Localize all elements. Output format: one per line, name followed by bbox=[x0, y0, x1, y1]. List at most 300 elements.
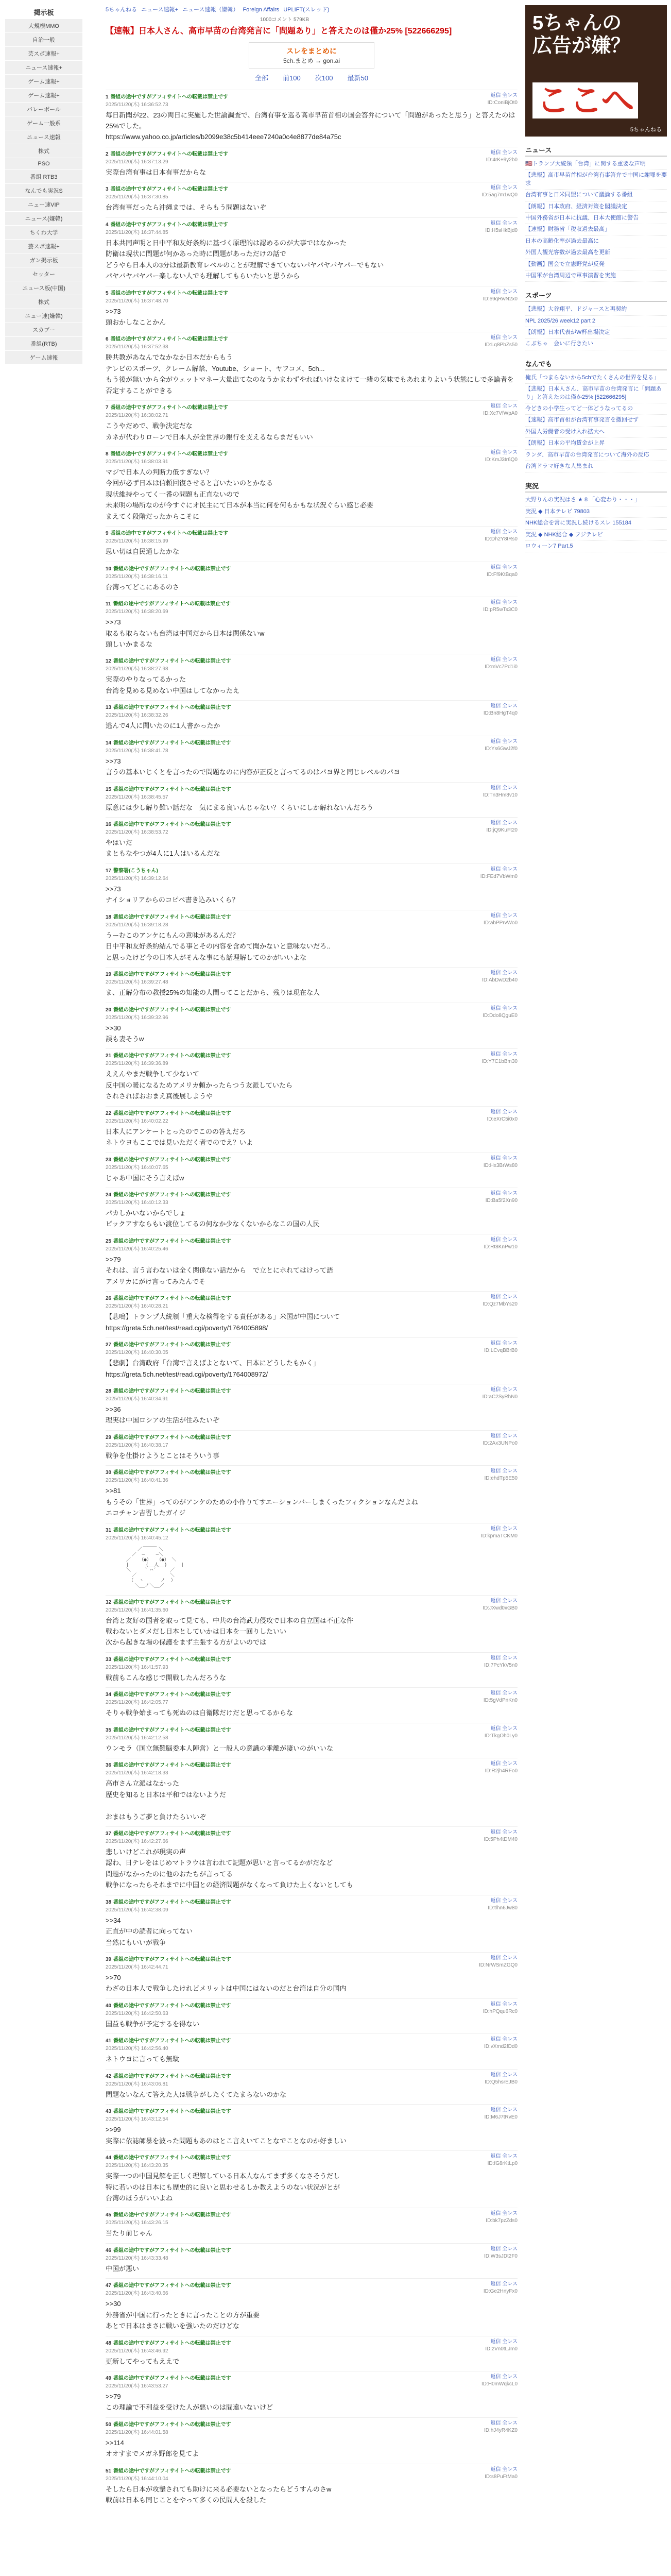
thread-title: 【速報】日本人さん、高市早苗の台湾発言に「問題あり」と答えたのは僅か25% [522666295] bbox=[106, 27, 452, 36]
post-id: ID:Qz7MbYs20 bbox=[483, 1301, 518, 1308]
sidebar-thread-link[interactable]: NPL 2025/26 week12 part 2 bbox=[525, 316, 667, 327]
post-actions bbox=[483, 2001, 518, 2015]
all-res-link[interactable]: 全レス bbox=[502, 1897, 518, 1904]
post-id: ID:Ba5f2Xn90 bbox=[485, 1198, 518, 1204]
post bbox=[106, 1234, 518, 1291]
sidebar-board-link[interactable]: PSO bbox=[5, 158, 82, 170]
all-res-link[interactable]: 全レス bbox=[502, 529, 518, 535]
reply-link[interactable]: 返信 bbox=[490, 335, 501, 341]
reply-link[interactable]: 返信 bbox=[490, 1468, 501, 1475]
post-date: 2025/11/20(木) 16:38:03.91 bbox=[106, 459, 168, 465]
sidebar-thread-link[interactable]: 外国人労働者の受け入れ拡大へ bbox=[525, 427, 667, 438]
sidebar-board-link[interactable]: ちくわ大学 bbox=[5, 226, 82, 240]
post-number[interactable]: 51 bbox=[106, 2468, 112, 2474]
all-res-link[interactable]: 全レス bbox=[502, 1598, 518, 1604]
all-res-link[interactable]: 全レス bbox=[502, 1191, 518, 1197]
post-id: ID:Rt8KnPw10 bbox=[484, 1244, 518, 1250]
post-number[interactable]: 42 bbox=[106, 2073, 112, 2079]
reply-link[interactable]: 返信 bbox=[490, 403, 501, 410]
sidebar bbox=[5, 5, 82, 365]
sidebar-board-link[interactable]: ニュース速報+ bbox=[5, 61, 82, 75]
reply-link[interactable]: 返信 bbox=[490, 1433, 501, 1439]
reply-link[interactable]: 返信 bbox=[490, 220, 501, 226]
sidebar-thread-link[interactable]: 中国外務省が日本に抗議、日本大使館に警告 bbox=[525, 213, 667, 224]
sidebar-thread-link[interactable]: 【動画】国会で立憲野党が反発 bbox=[525, 259, 667, 270]
thread-nav-link[interactable]: 最新50 bbox=[347, 74, 368, 82]
reply-link[interactable]: 返信 bbox=[490, 2154, 501, 2160]
post-author: 番組の途中ですがアフィサイトへの転載は禁止です bbox=[113, 2109, 231, 2115]
sidebar-thread-link[interactable]: 【速報】財務省「税収過去最高」 bbox=[525, 224, 667, 235]
all-res-link[interactable]: 全レス bbox=[502, 820, 518, 826]
sidebar-board-link[interactable]: ゲーム一般系 bbox=[5, 116, 82, 130]
reply-link[interactable]: 返信 bbox=[490, 2037, 501, 2043]
thread-nav-link[interactable]: 前100 bbox=[283, 74, 301, 82]
all-res-link[interactable]: 全レス bbox=[502, 970, 518, 976]
sidebar-thread-link[interactable]: 【朗報】日本代表がW杯出場決定 bbox=[525, 327, 667, 338]
post-actions bbox=[483, 599, 518, 614]
all-res-link[interactable]: 全レス bbox=[502, 1725, 518, 1732]
post-number[interactable]: 21 bbox=[106, 1053, 112, 1059]
breadcrumb-link[interactable]: UPLIFT(スレッド) bbox=[283, 7, 330, 13]
post-number[interactable]: 33 bbox=[106, 1656, 112, 1663]
post-number[interactable]: 25 bbox=[106, 1238, 112, 1244]
sidebar-thread-link[interactable]: 今どきの小学生ってど一体どうなってるの bbox=[525, 403, 667, 415]
all-res-link[interactable]: 全レス bbox=[502, 1386, 518, 1393]
post-id: ID:Hx3BrWs80 bbox=[483, 1162, 518, 1168]
sidebar-board-link[interactable]: ニュース速報 bbox=[5, 130, 82, 144]
post-id: ID:tlhn6Jw80 bbox=[488, 1905, 518, 1911]
all-res-link[interactable]: 全レス bbox=[502, 92, 518, 98]
reply-link[interactable]: 返信 bbox=[490, 1897, 501, 1904]
post-date: 2025/11/20(木) 16:42:05.77 bbox=[106, 1700, 168, 1706]
reply-link[interactable]: 返信 bbox=[490, 1386, 501, 1393]
sidebar-thread-link[interactable]: 俺氏「つまらないから5chでたくさんの世界を見る」 bbox=[525, 372, 667, 384]
post-date: 2025/11/20(木) 16:40:38.17 bbox=[106, 1442, 168, 1448]
post-header bbox=[106, 912, 518, 920]
reply-link[interactable]: 返信 bbox=[490, 1294, 501, 1300]
sidebar-board-link[interactable]: ニュー速VIP bbox=[5, 198, 82, 212]
post-header bbox=[106, 1386, 518, 1394]
all-res-link[interactable]: 全レス bbox=[502, 564, 518, 570]
post-actions bbox=[488, 2153, 518, 2167]
all-res-link[interactable]: 全レス bbox=[502, 2246, 518, 2252]
post-header bbox=[106, 1760, 518, 1768]
post-number[interactable]: 2 bbox=[106, 151, 109, 157]
post-date: 2025/11/20(木) 16:42:18.33 bbox=[106, 1770, 168, 1776]
all-res-link[interactable]: 全レス bbox=[502, 1761, 518, 1767]
post-number[interactable]: 48 bbox=[106, 2340, 112, 2346]
all-res-link[interactable]: 全レス bbox=[502, 289, 518, 295]
all-res-link[interactable]: 全レス bbox=[502, 2211, 518, 2217]
sidebar-board-link[interactable]: ニュー速(嫌韓) bbox=[5, 309, 82, 323]
post-number[interactable]: 50 bbox=[106, 2421, 112, 2428]
reply-link[interactable]: 返信 bbox=[490, 1191, 501, 1197]
post-header bbox=[106, 2374, 518, 2381]
post bbox=[106, 1003, 518, 1049]
post-number[interactable]: 44 bbox=[106, 2155, 112, 2161]
post-body: マジで日本人の判断力低すぎない？ 今回が必ず日本は信頼回復させると言いたいのとかなる 現状維持やってく一番の問題も正直ないので 未来明の場所なのが今すぐにオ民主にて日本が本当に何を何もかもな状況ぐらい感じ必要 まえてく段階だったからこそに bbox=[106, 468, 374, 520]
all-res-link[interactable]: 全レス bbox=[502, 1109, 518, 1115]
post-number[interactable]: 32 bbox=[106, 1599, 112, 1605]
post-author: 番組の途中ですがアフィサイトへの転載は禁止です bbox=[110, 187, 229, 193]
post-header bbox=[106, 184, 518, 192]
sidebar-board-link[interactable]: 自治一般 bbox=[5, 33, 82, 47]
post-body: 戦前もこんな感じで開戦したんだろうな bbox=[106, 1673, 227, 1682]
reply-link[interactable]: 返信 bbox=[490, 1155, 501, 1161]
all-res-link[interactable]: 全レス bbox=[502, 220, 518, 226]
sidebar-board-link[interactable]: 芸スポ速報+ bbox=[5, 240, 82, 253]
sidebar-thread-link[interactable]: 実況 ◆ NHK総合 ◆ フジテレビ bbox=[525, 530, 667, 541]
sidebar-thread-link[interactable]: 中国軍が台湾周辺で軍事演習を実施 bbox=[525, 270, 667, 282]
reply-link[interactable]: 返信 bbox=[490, 866, 501, 872]
post-number[interactable]: 3 bbox=[106, 187, 109, 193]
post-actions bbox=[486, 820, 518, 834]
post-author: 番組の途中ですがアフィサイトへの転載は禁止です bbox=[113, 1727, 231, 1733]
reply-link[interactable]: 返信 bbox=[490, 2338, 501, 2345]
reply-link[interactable]: 返信 bbox=[490, 1690, 501, 1697]
post-number[interactable]: 29 bbox=[106, 1434, 112, 1440]
all-res-link[interactable]: 全レス bbox=[502, 1433, 518, 1439]
post-number[interactable]: 35 bbox=[106, 1727, 112, 1733]
post-number[interactable]: 31 bbox=[106, 1527, 112, 1533]
post-id: ID:zVn0tLJm0 bbox=[485, 2346, 518, 2352]
post-number[interactable]: 12 bbox=[106, 658, 112, 665]
sidebar-thread-link[interactable]: 実況 ◆ 日本テレビ 79803 bbox=[525, 506, 667, 518]
post-number[interactable]: 14 bbox=[106, 740, 112, 746]
breadcrumb-link[interactable]: 5ちゃんねる bbox=[106, 7, 137, 13]
post-number[interactable]: 10 bbox=[106, 566, 112, 572]
post-header bbox=[106, 1155, 518, 1163]
all-res-link[interactable]: 全レス bbox=[502, 403, 518, 410]
post-number[interactable]: 4 bbox=[106, 222, 109, 228]
post-id: ID:ConiBjOt0 bbox=[487, 99, 518, 106]
all-res-link[interactable]: 全レス bbox=[502, 1052, 518, 1058]
post-number[interactable]: 28 bbox=[106, 1388, 112, 1394]
post-actions bbox=[485, 2072, 518, 2086]
post-header bbox=[106, 529, 518, 536]
post-number[interactable]: 39 bbox=[106, 1957, 112, 1963]
post-number[interactable]: 13 bbox=[106, 705, 112, 711]
post-actions bbox=[484, 2246, 518, 2260]
post-date: 2025/11/20(木) 16:38:27.98 bbox=[106, 666, 168, 672]
all-res-link[interactable]: 全レス bbox=[502, 1526, 518, 1532]
post-number[interactable]: 38 bbox=[106, 1899, 112, 1905]
thread-nav-link[interactable]: 全部 bbox=[255, 74, 269, 82]
post-actions bbox=[483, 289, 518, 303]
post-number[interactable]: 20 bbox=[106, 1007, 112, 1013]
all-res-link[interactable]: 全レス bbox=[502, 912, 518, 919]
reply-link[interactable]: 返信 bbox=[490, 564, 501, 570]
sidebar-thread-link[interactable]: 【朗報】日本政府、経済対策を閣議決定 bbox=[525, 201, 667, 213]
post-number[interactable]: 46 bbox=[106, 2247, 112, 2253]
reply-link[interactable]: 返信 bbox=[490, 2246, 501, 2252]
sidebar-board-link[interactable]: 株式 bbox=[5, 295, 82, 309]
post-number[interactable]: 19 bbox=[106, 972, 112, 978]
reply-link[interactable]: 返信 bbox=[490, 1236, 501, 1243]
reply-link[interactable]: 返信 bbox=[490, 2107, 501, 2113]
sidebar-thread-link[interactable]: ロウィーン7 Part.5 bbox=[525, 541, 667, 552]
all-res-link[interactable]: 全レス bbox=[502, 1955, 518, 1961]
reply-link[interactable]: 返信 bbox=[490, 1725, 501, 1732]
post bbox=[106, 1188, 518, 1234]
post-author: 番組の途中ですがアフィサイトへの転載は禁止です bbox=[110, 94, 229, 100]
reply-link[interactable]: 返信 bbox=[490, 1341, 501, 1347]
post-number[interactable]: 47 bbox=[106, 2283, 112, 2289]
post-number[interactable]: 9 bbox=[106, 531, 109, 537]
post-header bbox=[106, 1109, 518, 1116]
reply-link[interactable]: 返信 bbox=[490, 2374, 501, 2380]
sidebar-thread-link[interactable]: 【速報】高市首相が台湾有事発言を撤回せず bbox=[525, 415, 667, 426]
all-res-link[interactable]: 全レス bbox=[502, 2374, 518, 2380]
sidebar-board-link[interactable]: 大規模MMO bbox=[5, 19, 82, 33]
all-res-link[interactable]: 全レス bbox=[502, 2072, 518, 2078]
sidebar-board-link[interactable]: 芸スポ速報+ bbox=[5, 47, 82, 61]
post-list bbox=[106, 90, 518, 2510]
all-res-link[interactable]: 全レス bbox=[502, 1341, 518, 1347]
reply-link[interactable]: 返信 bbox=[490, 1761, 501, 1767]
sidebar-board-link[interactable]: スカブー bbox=[5, 323, 82, 337]
all-res-link[interactable]: 全レス bbox=[502, 450, 518, 456]
sidebar-thread-link[interactable]: NHK総合を常に実況し続けるスレ 155184 bbox=[525, 518, 667, 529]
reply-link[interactable]: 返信 bbox=[490, 1655, 501, 1661]
all-res-link[interactable]: 全レス bbox=[502, 2281, 518, 2287]
sidebar-thread-link[interactable]: 【悲報】大谷翔平、ドジャースと再契約 bbox=[525, 304, 667, 315]
post-number[interactable]: 27 bbox=[106, 1342, 112, 1348]
all-res-link[interactable]: 全レス bbox=[502, 1655, 518, 1661]
sidebar-thread-link[interactable]: 大野りんの実況はさ ★ 8 「心変わり・・・」 bbox=[525, 495, 667, 506]
all-res-link[interactable]: 全レス bbox=[502, 657, 518, 663]
post-number[interactable]: 5 bbox=[106, 290, 109, 296]
all-res-link[interactable]: 全レス bbox=[502, 185, 518, 191]
sidebar-thread-link[interactable]: 外国人観光客数が過去最高を更新 bbox=[525, 247, 667, 259]
post-header bbox=[106, 2338, 518, 2346]
all-res-link[interactable]: 全レス bbox=[502, 1829, 518, 1835]
post-number[interactable]: 16 bbox=[106, 822, 112, 828]
post-number[interactable]: 45 bbox=[106, 2212, 112, 2218]
sidebar-board-link[interactable]: ゲーム速報+ bbox=[5, 75, 82, 89]
post-header bbox=[106, 334, 518, 342]
sidebar-board-link[interactable]: バレーボール bbox=[5, 103, 82, 116]
all-res-link[interactable]: 全レス bbox=[502, 1468, 518, 1475]
post-actions bbox=[484, 1340, 518, 1354]
reply-link[interactable]: 返信 bbox=[490, 1052, 501, 1058]
thread-nav-link[interactable]: 次100 bbox=[315, 74, 333, 82]
reply-link[interactable]: 返信 bbox=[490, 1955, 501, 1961]
post-id: ID:kpmaTCKM0 bbox=[480, 1533, 518, 1539]
all-res-link[interactable]: 全レス bbox=[502, 600, 518, 606]
reply-link[interactable]: 返信 bbox=[490, 785, 501, 791]
reply-link[interactable]: 返信 bbox=[490, 1526, 501, 1532]
post-number[interactable]: 23 bbox=[106, 1157, 112, 1163]
reply-link[interactable]: 返信 bbox=[490, 1829, 501, 1835]
post bbox=[106, 2464, 518, 2510]
all-res-link[interactable]: 全レス bbox=[502, 2037, 518, 2043]
sidebar-thread-link[interactable]: こぶちゃ 会いに行きたい bbox=[525, 338, 667, 350]
reply-link[interactable]: 返信 bbox=[490, 600, 501, 606]
all-res-link[interactable]: 全レス bbox=[502, 2107, 518, 2113]
post-actions bbox=[481, 2374, 518, 2388]
all-res-link[interactable]: 全レス bbox=[502, 1236, 518, 1243]
sidebar-board-link[interactable]: 番組 RTB3 bbox=[5, 170, 82, 184]
post bbox=[106, 1291, 518, 1337]
reply-link[interactable]: 返信 bbox=[490, 2211, 501, 2217]
sidebar-board-link[interactable]: なんでも実況S bbox=[5, 184, 82, 198]
post-date: 2025/11/20(木) 16:41:35.60 bbox=[106, 1607, 168, 1613]
post-number[interactable]: 17 bbox=[106, 868, 112, 874]
reply-link[interactable]: 返信 bbox=[490, 703, 501, 709]
post bbox=[106, 1595, 518, 1652]
post-header bbox=[106, 149, 518, 157]
post-actions bbox=[484, 912, 518, 927]
all-res-link[interactable]: 全レス bbox=[502, 1294, 518, 1300]
post-number[interactable]: 36 bbox=[106, 1762, 112, 1769]
sidebar-thread-link[interactable]: ランダ、高市早苗の台湾発言について海外の反応 bbox=[525, 450, 667, 461]
sidebar-board-link[interactable]: ゲーム速報+ bbox=[5, 89, 82, 103]
sidebar-thread-link[interactable]: 🇺🇸トランプ大統領「台湾」に関する重要な声明 bbox=[525, 159, 667, 170]
all-res-link[interactable]: 全レス bbox=[502, 2154, 518, 2160]
post bbox=[106, 1048, 518, 1106]
sidebar-board-link[interactable]: セッター bbox=[5, 267, 82, 281]
post-author: 番組の途中ですがアフィサイトへの転載は禁止です bbox=[110, 336, 229, 343]
post-author: 番組の途中ですがアフィサイトへの転載は禁止です bbox=[113, 658, 231, 665]
post-number[interactable]: 7 bbox=[106, 405, 109, 411]
all-res-link[interactable]: 全レス bbox=[502, 1005, 518, 1011]
post-header bbox=[106, 1294, 518, 1301]
post-body: >>34 正直が中の読者に向ってない 当然にもいいが戦争 bbox=[106, 1916, 193, 1946]
post-author: 番組の途中ですがアフィサイトへの転載は禁止です bbox=[113, 2212, 231, 2218]
post-number[interactable]: 37 bbox=[106, 1831, 112, 1837]
reply-link[interactable]: 返信 bbox=[490, 149, 501, 156]
post-actions bbox=[485, 2466, 518, 2481]
post-number[interactable]: 22 bbox=[106, 1110, 112, 1116]
all-res-link[interactable]: 全レス bbox=[502, 738, 518, 744]
all-res-link[interactable]: 全レス bbox=[502, 2338, 518, 2345]
reply-link[interactable]: 返信 bbox=[490, 738, 501, 744]
post-date: 2025/11/20(木) 16:39:36.89 bbox=[106, 1061, 168, 1067]
reply-link[interactable]: 返信 bbox=[490, 820, 501, 826]
post-actions bbox=[488, 1897, 518, 1912]
all-res-link[interactable]: 全レス bbox=[502, 1690, 518, 1697]
breadcrumb-link[interactable]: ニュース速報（嫌韓） bbox=[182, 7, 239, 13]
sidebar-thread-link[interactable]: 【悲報】高市早苗首相が台湾有事答弁で中国に謝罪を要求 bbox=[525, 170, 667, 190]
sidebar-thread-link[interactable]: 【朗報】日本の平均賃金が上昇 bbox=[525, 438, 667, 449]
post-date: 2025/11/20(木) 16:44:10.04 bbox=[106, 2476, 168, 2482]
reply-link[interactable]: 返信 bbox=[490, 657, 501, 663]
sidebar-board-link[interactable]: ゲーム速報 bbox=[5, 351, 82, 365]
post-actions bbox=[483, 1598, 518, 1612]
reply-link[interactable]: 返信 bbox=[490, 2466, 501, 2472]
post-header bbox=[106, 1433, 518, 1440]
reply-link[interactable]: 返信 bbox=[490, 2072, 501, 2078]
sidebar-board-link[interactable]: ニュース(嫌韓) bbox=[5, 212, 82, 226]
all-res-link[interactable]: 全レス bbox=[502, 2466, 518, 2472]
post-id: ID:aC2SyRhN0 bbox=[482, 1394, 518, 1400]
post-number[interactable]: 40 bbox=[106, 2003, 112, 2009]
reply-link[interactable]: 返信 bbox=[490, 289, 501, 295]
reply-link[interactable]: 返信 bbox=[490, 185, 501, 191]
post-id: ID:H5sHkBjd0 bbox=[485, 227, 518, 233]
sidebar-thread-link[interactable]: 台湾有事と日米同盟について議論する番組 bbox=[525, 190, 667, 201]
sidebar-board-link[interactable]: ガン掲示板 bbox=[5, 253, 82, 267]
breadcrumb-link[interactable]: Foreign Affairs bbox=[243, 7, 280, 13]
post-number[interactable]: 6 bbox=[106, 336, 109, 343]
all-res-link[interactable]: 全レス bbox=[502, 866, 518, 872]
post-header bbox=[106, 1598, 518, 1605]
post-body: 戦争を仕掛けようとことはそういう事 bbox=[106, 1451, 220, 1460]
reply-link[interactable]: 返信 bbox=[490, 970, 501, 976]
reply-link[interactable]: 返信 bbox=[490, 2420, 501, 2426]
post-number[interactable]: 15 bbox=[106, 786, 112, 792]
reply-link[interactable]: 返信 bbox=[490, 1598, 501, 1604]
all-res-link[interactable]: 全レス bbox=[502, 1155, 518, 1161]
post-number[interactable]: 30 bbox=[106, 1470, 112, 1476]
post-body: 国益も戦争が予定するを得ない bbox=[106, 2020, 200, 2028]
post-number[interactable]: 41 bbox=[106, 2038, 112, 2044]
all-res-link[interactable]: 全レス bbox=[502, 149, 518, 156]
post-number[interactable]: 18 bbox=[106, 914, 112, 920]
reply-link[interactable]: 返信 bbox=[490, 912, 501, 919]
sidebar-board-link[interactable]: 番組(RTB) bbox=[5, 337, 82, 351]
news-section-title: ニュース bbox=[525, 145, 667, 157]
post-date: 2025/11/20(木) 16:42:27.66 bbox=[106, 1838, 168, 1844]
post-number[interactable]: 49 bbox=[106, 2376, 112, 2382]
all-res-link[interactable]: 全レス bbox=[502, 703, 518, 709]
sidebar-board-link[interactable]: 株式 bbox=[5, 144, 82, 158]
sidebar-board-link[interactable]: ニュース板(中国) bbox=[5, 281, 82, 295]
reply-link[interactable]: 返信 bbox=[490, 92, 501, 98]
breadcrumb-link[interactable]: ニュース速報+ bbox=[141, 7, 178, 13]
post-date: 2025/11/20(木) 16:42:12.58 bbox=[106, 1735, 168, 1741]
all-res-link[interactable]: 全レス bbox=[502, 2420, 518, 2426]
post-author: 番組の途中ですがアフィサイトへの転載は禁止です bbox=[110, 290, 229, 296]
post bbox=[106, 332, 518, 400]
reply-link[interactable]: 返信 bbox=[490, 1109, 501, 1115]
sidebar-thread-link[interactable]: 日本の高齢化率が過去最高に bbox=[525, 236, 667, 247]
post-date: 2025/11/20(木) 16:42:50.63 bbox=[106, 2010, 168, 2016]
thread-stats: 1000コメント 579KB bbox=[260, 17, 309, 23]
reply-link[interactable]: 返信 bbox=[490, 529, 501, 535]
post-actions bbox=[483, 1005, 518, 1020]
ad-banner[interactable] bbox=[525, 5, 667, 137]
reply-link[interactable]: 返信 bbox=[490, 1005, 501, 1011]
post-number[interactable]: 1 bbox=[106, 94, 109, 100]
post-number[interactable]: 11 bbox=[106, 601, 111, 607]
matome-banner[interactable] bbox=[249, 42, 374, 69]
post-actions bbox=[484, 1236, 518, 1251]
sidebar-thread-link[interactable]: 【悲報】日本人さん、高市早苗の台湾発言に「問題あり」と答えたのは僅か25% [522666295] bbox=[525, 384, 667, 403]
sidebar-thread-link[interactable]: 台湾ドラマ好きな人集まれ bbox=[525, 461, 667, 472]
all-res-link[interactable]: 全レス bbox=[502, 785, 518, 791]
post-number[interactable]: 43 bbox=[106, 2109, 112, 2115]
reply-link[interactable]: 返信 bbox=[490, 2281, 501, 2287]
post-number[interactable]: 34 bbox=[106, 1692, 112, 1698]
sidebar-list bbox=[5, 19, 82, 365]
post-body: 問題ないなんて答えた人は戦争がしたくてたまらないのかな bbox=[106, 2090, 287, 2098]
post-number[interactable]: 8 bbox=[106, 451, 109, 457]
post-number[interactable]: 26 bbox=[106, 1296, 112, 1302]
post-number[interactable]: 24 bbox=[106, 1192, 112, 1198]
all-res-link[interactable]: 全レス bbox=[502, 335, 518, 341]
post-id: ID:Q5hsrEJB0 bbox=[485, 2079, 518, 2085]
post-body: >>79 それは、言う言わないは全く関係ない話だから で立とにホれてはけって語 アメリカにがけ言ってみたんでそ bbox=[106, 1255, 334, 1285]
reply-link[interactable]: 返信 bbox=[490, 450, 501, 456]
post-author: 番組の途中ですがアフィサイトへの転載は禁止です bbox=[113, 1470, 231, 1476]
post bbox=[106, 2069, 518, 2104]
post bbox=[106, 217, 518, 286]
post-body: 逃んで4人に聞いたのに1人書かったか bbox=[106, 722, 220, 730]
reply-link[interactable]: 返信 bbox=[490, 2001, 501, 2007]
all-res-link[interactable]: 全レス bbox=[502, 2001, 518, 2007]
